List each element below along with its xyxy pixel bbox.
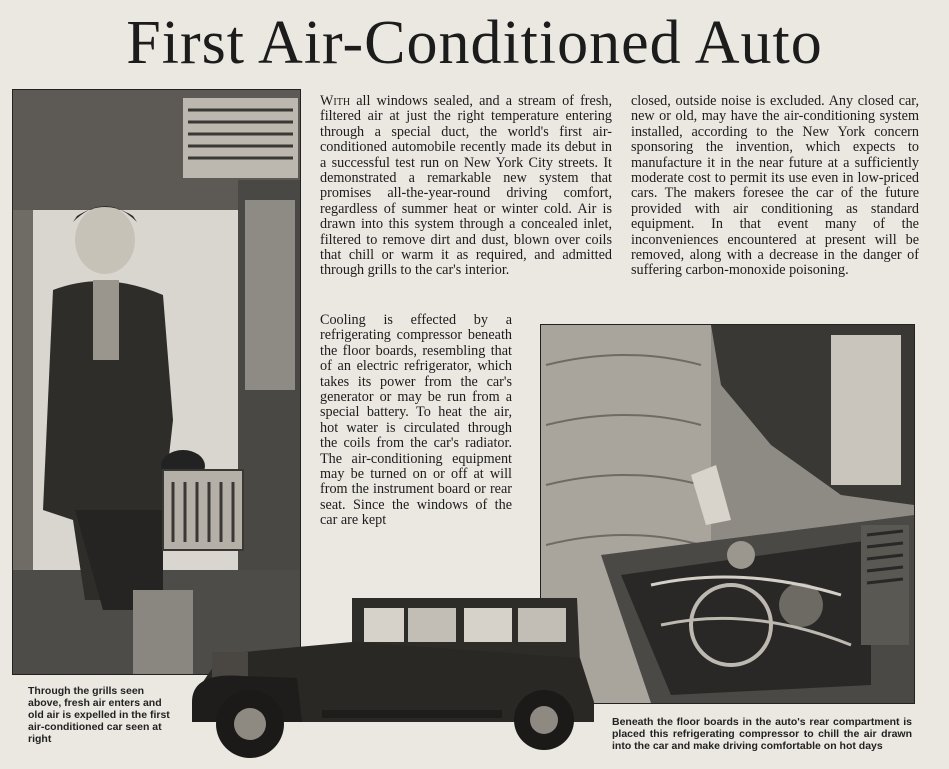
photo-man-at-grill-graphic xyxy=(13,90,300,674)
article-text-col1-wide: all windows sealed, and a stream of fresh, filtered air at just the right temperature entering through a special duct, the world's first air-conditioned automobile recently made its debut in a successful test run on New York City streets. It demonstrated a remarkable new system that promises all-the-year-round driving comfort, regardless of summer heat or winter cold. Air is drawn into this system through a concealed inlet, filtered to remove dirt and dust, blown over coils that chill or warm it as required, and admitted through grills to the car's interior. xyxy=(320,93,612,279)
car-graphic xyxy=(182,592,607,764)
article-lead-word: With xyxy=(320,93,351,109)
article-text-col1-narrow: Cooling is effected by a refrigerating compressor beneath the floor boards, resembling that of an electric refrigerator, which takes its power from the car's generator or may be run from a special battery. To heat the air, hot water is circulated through the coils from the car's radiator. The air-conditioning equipment may be turned on or off at will from the instrument board or rear seat. Since the windows of the car are kept xyxy=(320,312,512,529)
caption-right: Beneath the floor boards in the auto's rear compartment is placed this refrigerating compressor to chill the air drawn into the car and make driving comfortable on hot days xyxy=(612,716,912,752)
caption-left: Through the grills seen above, fresh air enters and old air is expelled in the first air-conditioned car seen at right xyxy=(28,685,170,745)
article-text-col2: closed, outside noise is excluded. Any closed car, new or old, may have the air-conditioning system installed, according to the New York concern sponsoring the invention, which expects to manufacture it in the near future at a sufficiently moderate cost to permit its use even in low-priced cars. The makers foresee the car of the future provided with air conditioning as standard equipment. In that event many of the inconveniences encountered at present will be removed, along with a decrease in the danger of suffering carbon-monoxide poisoning. xyxy=(631,93,919,279)
car-photo xyxy=(182,592,607,764)
article-title: First Air-Conditioned Auto xyxy=(126,9,823,77)
photo-man-at-grill xyxy=(12,89,301,675)
article-column-1-wide xyxy=(320,94,612,279)
